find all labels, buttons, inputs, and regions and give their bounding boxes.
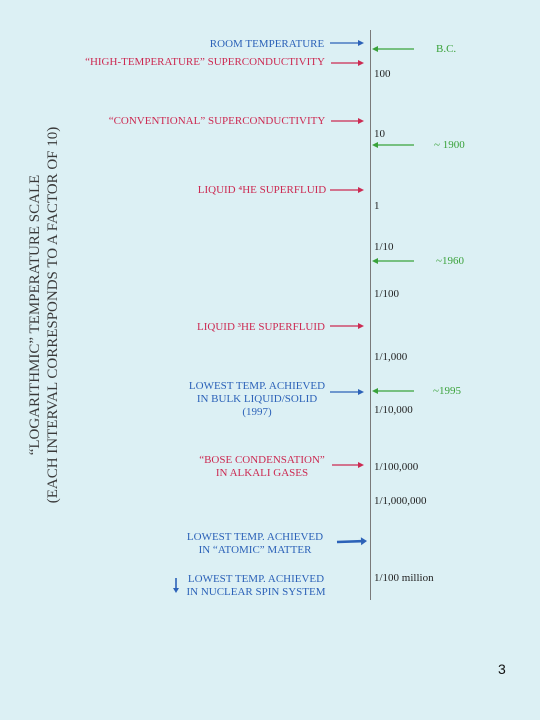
era-label: ~1960 — [436, 255, 464, 267]
scale-tick-label: 1/100 — [374, 288, 400, 300]
phenomenon-label-line: LIQUID ³HE SUPERFLUID — [197, 321, 325, 333]
era-arrow — [372, 142, 414, 148]
phenomenon-label-line: IN NUCLEAR SPIN SYSTEM — [186, 586, 326, 598]
phenomenon-label — [107, 380, 407, 419]
phenomenon-label-line: LOWEST TEMP. ACHIEVED — [186, 531, 324, 543]
era-label: ~ 1900 — [434, 139, 465, 151]
scale-tick-label: 1/1,000 — [374, 351, 408, 363]
phenomenon-label-line: IN ALKALI GASES — [215, 467, 309, 479]
phenomenon-label — [111, 321, 411, 334]
phenomenon-label — [112, 184, 412, 197]
phenomenon-label-line: IN BULK LIQUID/SOLID — [196, 393, 318, 405]
phenomenon-label — [55, 56, 355, 69]
phenomenon-label — [106, 573, 406, 599]
axis-title-line1: “LOGARITHMIC” TEMPERATURE SCALE — [27, 174, 43, 456]
scale-tick-label: 100 — [374, 68, 391, 80]
scale-tick-label: 1/100,000 — [374, 461, 419, 473]
phenomenon-label-line: “HIGH-TEMPERATURE” SUPERCONDUCTIVITY — [85, 56, 325, 68]
phenomenon-label — [105, 531, 405, 557]
phenomenon-label-line: LOWEST TEMP. ACHIEVED — [188, 380, 326, 392]
phenomenon-label-line: (1997) — [242, 406, 272, 418]
scale-tick-label: 1/100 million — [374, 572, 434, 584]
phenomenon-label-line: LIQUID ⁴HE SUPERFLUID — [197, 184, 327, 196]
phenomenon-label — [67, 115, 367, 128]
phenomenon-label — [117, 38, 417, 51]
phenomenon-label-line: IN “ATOMIC” MATTER — [198, 544, 312, 556]
axis-title-line2: (EACH INTERVAL CORRESPONDS TO A FACTOR OF 10) — [45, 126, 61, 504]
scale-tick-label: 1/10 — [374, 241, 394, 253]
scale-tick-label: 1/10,000 — [374, 404, 413, 416]
era-label: B.C. — [436, 43, 457, 55]
era-arrow — [372, 258, 414, 264]
scale-tick-label: 1 — [374, 200, 380, 212]
page-number: 3 — [498, 661, 506, 677]
scale-tick-label: 10 — [374, 128, 385, 140]
phenomenon-label-line: “BOSE CONDENSATION” — [199, 454, 325, 466]
scale-tick-label: 1/1,000,000 — [374, 495, 427, 507]
phenomenon-label — [112, 454, 412, 480]
phenomenon-label-line: LOWEST TEMP. ACHIEVED — [187, 573, 325, 585]
phenomenon-label-line: ROOM TEMPERATURE — [209, 38, 325, 50]
phenomenon-label-line: “CONVENTIONAL” SUPERCONDUCTIVITY — [108, 115, 326, 127]
era-label: ~1995 — [433, 385, 461, 397]
